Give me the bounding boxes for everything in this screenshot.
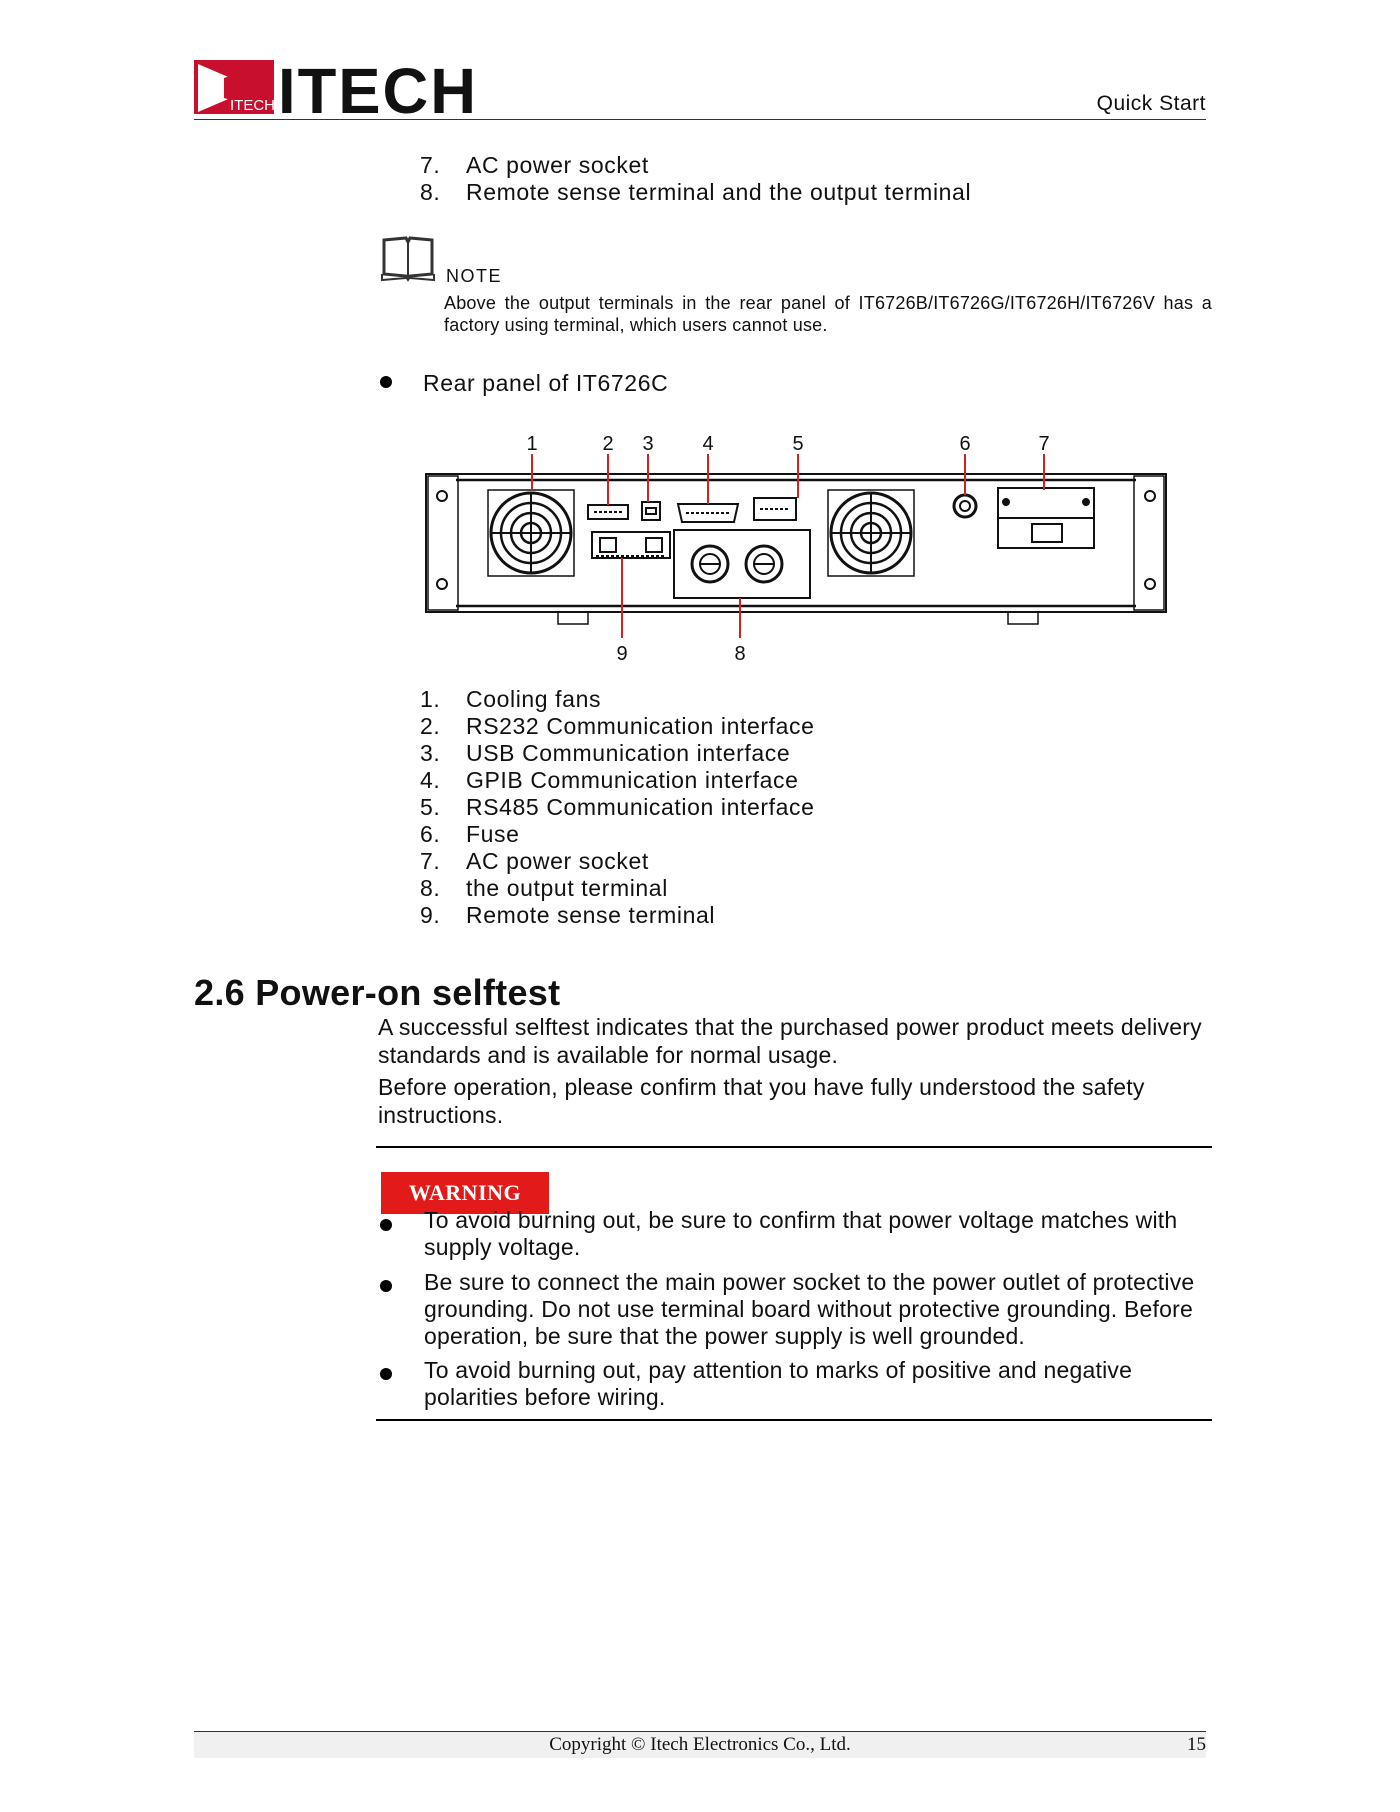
list-text: Fuse xyxy=(466,821,520,847)
callout-4: 4 xyxy=(702,433,714,455)
callout-3: 3 xyxy=(642,433,654,455)
book-icon xyxy=(380,236,436,282)
list-item xyxy=(420,794,815,821)
ac-power-socket xyxy=(998,488,1094,548)
footer-copyright: Copyright © Itech Electronics Co., Ltd. xyxy=(549,1734,851,1755)
list-item xyxy=(420,713,815,740)
rs485-port xyxy=(754,498,796,520)
cooling-fan-left xyxy=(488,490,574,576)
gpib-port xyxy=(678,504,738,522)
itech-logo xyxy=(194,58,479,118)
list-number: 4. xyxy=(420,767,441,793)
rear-panel-list xyxy=(420,686,815,929)
fuse-holder xyxy=(954,495,976,517)
section-paragraph: Before operation, please confirm that you have fully understood the safety instructions. xyxy=(378,1074,1145,1128)
list-item xyxy=(420,821,815,848)
list-item xyxy=(420,875,815,902)
rear-panel-heading: Rear panel of IT6726C xyxy=(423,370,669,396)
logo-badge-text: ITECH xyxy=(230,97,275,114)
header-rule xyxy=(194,119,1206,120)
list-number: 7. xyxy=(420,848,441,874)
list-number: 7. xyxy=(420,152,441,178)
list-item xyxy=(420,686,815,713)
list-text: the output terminal xyxy=(466,875,668,901)
callout-8: 8 xyxy=(734,643,746,665)
list-text: USB Communication interface xyxy=(466,740,791,766)
callout-1: 1 xyxy=(526,433,538,455)
bullet-icon xyxy=(380,1280,392,1292)
warning-item: To avoid burning out, pay attention to marks of positive and negative polarities before wiring. xyxy=(424,1357,1133,1410)
logo-wordmark: ITECH xyxy=(278,58,478,118)
remote-sense-terminal xyxy=(592,532,670,558)
list-number: 6. xyxy=(420,821,441,847)
list-text: AC power socket xyxy=(466,152,649,178)
warning-top-rule xyxy=(376,1146,1212,1148)
callout-9: 9 xyxy=(616,643,628,665)
callout-leaders xyxy=(532,454,1044,638)
list-number: 1. xyxy=(420,686,441,712)
list-text: AC power socket xyxy=(466,848,649,874)
output-terminal xyxy=(674,530,810,598)
warning-bottom-rule xyxy=(376,1419,1212,1421)
list-text: Cooling fans xyxy=(466,686,602,712)
list-item xyxy=(420,152,649,179)
list-item xyxy=(420,848,815,875)
list-text: Remote sense terminal xyxy=(466,902,716,928)
section-heading: 2.6 Power-on selftest xyxy=(194,972,561,1013)
list-text: GPIB Communication interface xyxy=(466,767,799,793)
rs232-port xyxy=(588,505,628,519)
callout-6: 6 xyxy=(959,433,971,455)
usb-port xyxy=(642,502,660,520)
cooling-fan-right xyxy=(828,490,914,576)
list-text: Remote sense terminal and the output terminal xyxy=(466,179,972,205)
list-item xyxy=(420,902,815,929)
list-number: 5. xyxy=(420,794,441,820)
list-text: RS485 Communication interface xyxy=(466,794,815,820)
bullet-icon xyxy=(380,1368,392,1380)
list-number: 3. xyxy=(420,740,441,766)
bullet-icon xyxy=(380,1219,392,1231)
callout-2: 2 xyxy=(602,433,614,455)
list-item xyxy=(420,179,971,206)
warning-item: To avoid burning out, be sure to confirm that power voltage matches with supply voltage. xyxy=(424,1207,1178,1260)
bullet-icon xyxy=(380,376,392,388)
list-number: 8. xyxy=(420,875,441,901)
list-number: 8. xyxy=(420,179,441,205)
section-paragraph: A successful selftest indicates that the purchased power product meets delivery standards and is available for normal usage. xyxy=(378,1014,1202,1068)
warning-item: Be sure to connect the main power socket to the power outlet of protective grounding. Do not use terminal board without protective grounding. Before operation, be sure that the power supply is well grounded. xyxy=(424,1269,1195,1349)
callout-5: 5 xyxy=(792,433,804,455)
note-label: NOTE xyxy=(446,266,503,286)
note-text: Above the output terminals in the rear panel of IT6726B/IT6726G/IT6726H/IT6726V has a factory using terminal, which users cannot use. xyxy=(444,293,1212,335)
list-item xyxy=(420,767,815,794)
list-number: 9. xyxy=(420,902,441,928)
list-text: RS232 Communication interface xyxy=(466,713,815,739)
warning-badge: WARNING xyxy=(381,1172,549,1214)
rear-panel-diagram xyxy=(420,420,1180,670)
header-title: Quick Start xyxy=(1096,92,1206,115)
page-number: 15 xyxy=(1187,1734,1206,1755)
callout-7: 7 xyxy=(1038,433,1050,455)
list-number: 2. xyxy=(420,713,441,739)
list-item xyxy=(420,740,815,767)
